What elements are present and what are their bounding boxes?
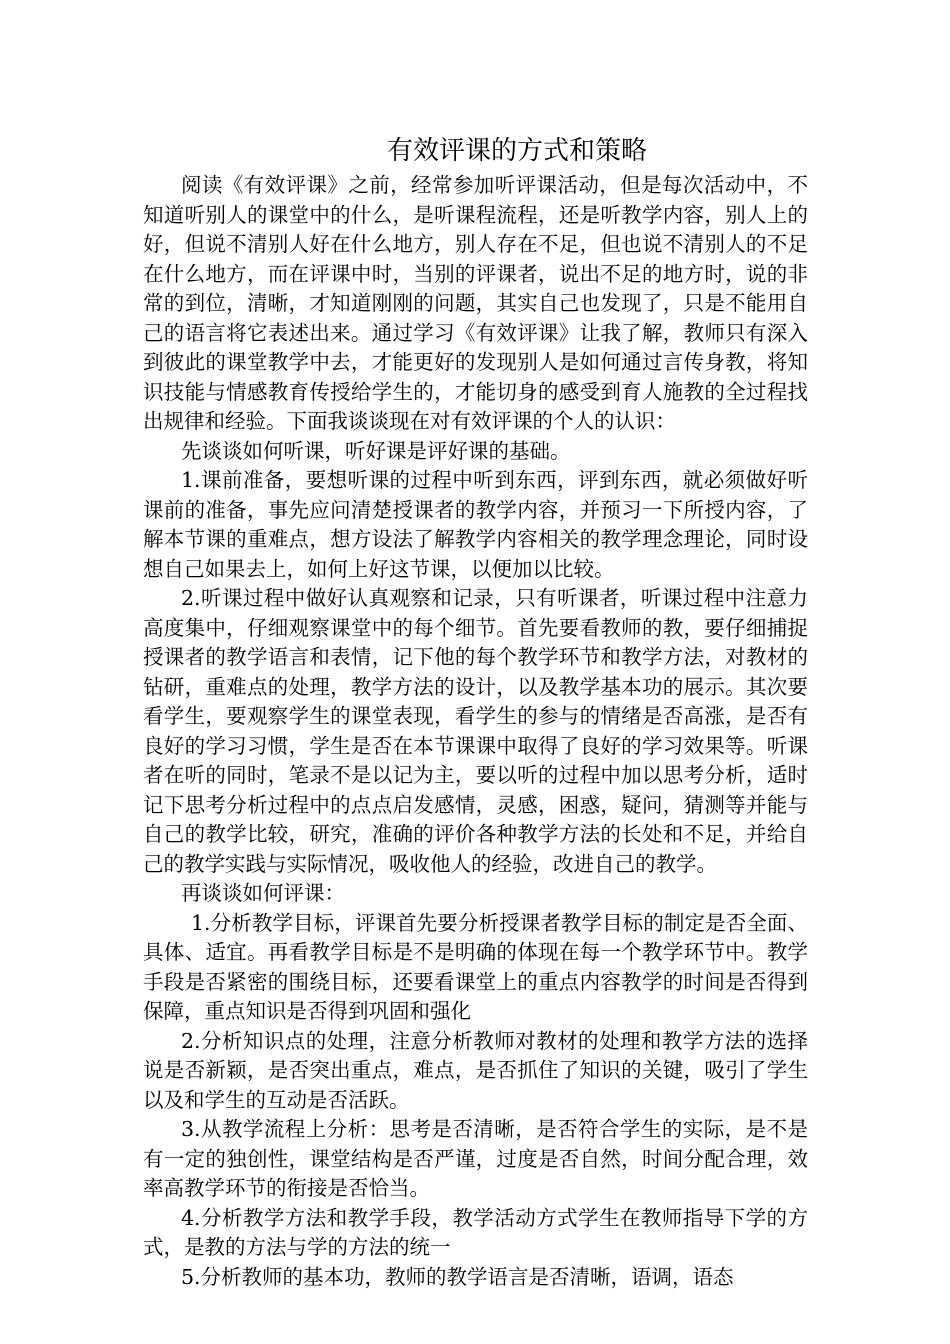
- paragraph-evaluating-3: 3.从教学流程上分析：思考是否清晰，是否符合学生的实际，是不是有一定的独创性，课堂结构是否严谨，过度是否自然，时间分配合理，效率高教学环节的衔接是否恰当。: [143, 1117, 808, 1200]
- paragraph-evaluating-5: 5.分析教师的基本功，教师的教学语言是否清晰，语调，语态: [181, 1264, 734, 1289]
- paragraph-listening-heading: 先谈谈如何听课，听好课是评好课的基础。: [181, 438, 571, 463]
- paragraph-intro: 阅读《有效评课》之前，经常参加听评课活动，但是每次活动中，不知道听别人的课堂中的什么，是听课程流程，还是听教学内容，别人上的好，但说不清别人好在什么地方，别人存在不足，但也说不清别人的不足在什么地方，而在评课中时，当别的评课者，说出不足的地方时，说的非常的到位，清晰，才知道刚刚的问题，其实自己也发现了，只是不能用自己的语言将它表述出来。通过学习《有效评课》让我了解，教师只有深入到彼此的课堂教学中去，才能更好的发现别人是如何通过言传身教，将知识技能与情感教育传授给学生的，才能切身的感受到育人施教的全过程找出规律和经验。下面我谈谈现在对有效评课的个人的认识：: [143, 173, 808, 433]
- paragraph-evaluating-heading: 再谈谈如何评课：: [181, 881, 345, 905]
- paragraph-listening-2: 2.听课过程中做好认真观察和记录，只有听课者，听课过程中注意力高度集中，仔细观察课堂中的每个细节。首先要看教师的教，要仔细捕捉授课者的教学语言和表情，记下他的每个教学环节和教学方法，对教材的钻研，重难点的处理，教学方法的设计，以及教学基本功的展示。其次要看学生，要观察学生的课堂表现，看学生的参与的情绪是否高涨，是否有良好的学习习惯，学生是否在本节课课中取得了良好的学习效果等。听课者在听的同时，笔录不是以记为主，要以听的过程中加以思考分析，适时记下思考分析过程中的点点启发感情，灵感，困惑，疑问，猜测等并能与自己的教学比较，研究，准确的评价各种教学方法的长处和不足，并给自己的教学实践与实际情况，吸收他人的经验，改进自己的教学。: [143, 586, 808, 876]
- paragraph-evaluating-1: 1.分析教学目标，评课首先要分析授课者教学目标的制定是否全面、具体、适宜。再看教学目标是不是明确的体现在每一个教学环节中。教学手段是否紧密的围绕目标，还要看课堂上的重点内容教学的时间是否得到保障，重点知识是否得到巩固和强化: [143, 910, 808, 1023]
- paragraph-evaluating-4: 4.分析教学方法和教学手段，教学活动方式学生在教师指导下学的方式，是教的方法与学的方法的统一: [143, 1205, 808, 1259]
- document-page: [143, 133, 808, 1292]
- paragraph-evaluating-2: 2.分析知识点的处理，注意分析教师对教材的处理和教学方法的选择说是否新颖，是否突出重点，难点，是否抓住了知识的关键，吸引了学生以及和学生的互动是否活跃。: [143, 1028, 808, 1112]
- document-title: 有效评课的方式和策略: [387, 136, 648, 166]
- paragraph-listening-1: 1.课前准备，要想听课的过程中听到东西，评到东西，就必须做好听课前的准备，事先应问清楚授课者的教学内容，并预习一下所授内容，了解本节课的重难点，想方设法了解教学内容相关的教学理念理论，同时设想自己如果去上，如何上好这节课，以便加以比较。: [143, 468, 808, 581]
